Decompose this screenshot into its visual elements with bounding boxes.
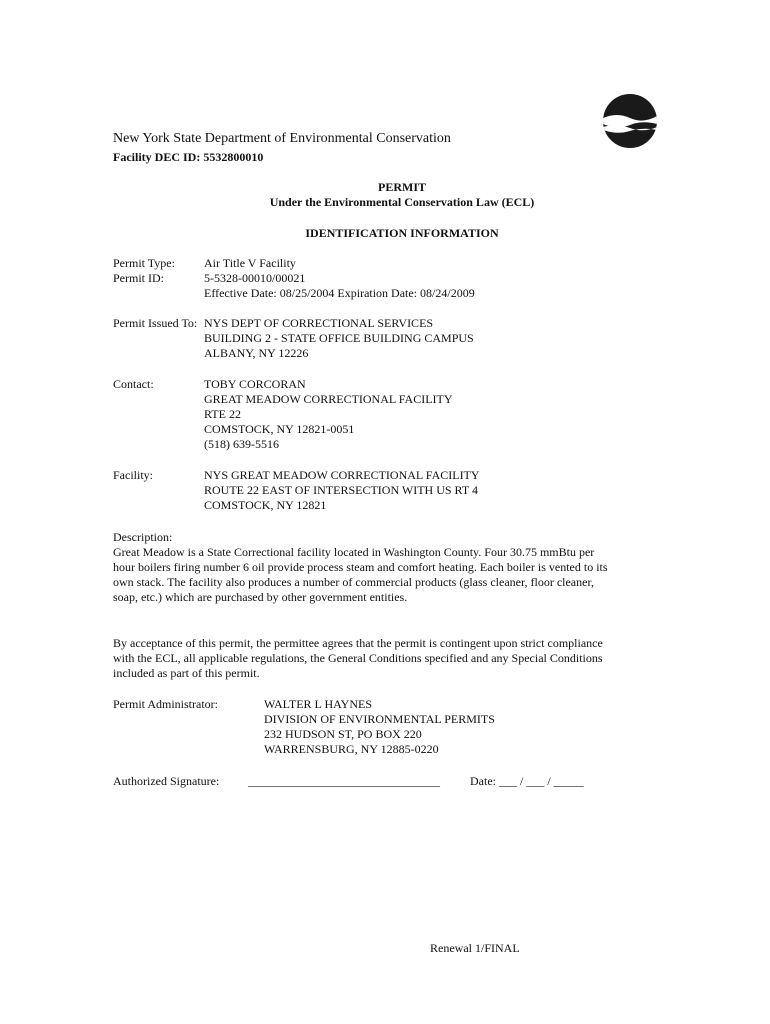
permit-title: PERMIT [378, 180, 426, 194]
acceptance-line: with the ECL, all applicable regulations, the General Conditions specified and any Special Conditions [113, 651, 603, 665]
administrator-address [264, 697, 495, 757]
contact-line: COMSTOCK, NY 12821-0051 [204, 422, 355, 436]
renewal-label: Renewal 1/FINAL [430, 941, 520, 955]
administrator-line: DIVISION OF ENVIRONMENTAL PERMITS [264, 712, 495, 726]
facility-dec-id: Facility DEC ID: 5532800010 [113, 150, 264, 164]
contact-line: TOBY CORCORAN [204, 377, 306, 391]
signature-date: Date: ___ / ___ / _____ [470, 774, 584, 788]
description-label: Description: [113, 530, 173, 544]
agency-name: New York State Department of Environmental Conservation [113, 131, 451, 146]
administrator-label: Permit Administrator: [113, 697, 218, 711]
acceptance-line: included as part of this permit. [113, 666, 260, 680]
signature-label: Authorized Signature: [113, 774, 220, 788]
permit-subtitle: Under the Environmental Conservation Law (ECL) [269, 195, 535, 209]
dec-logo-icon [603, 94, 657, 148]
contact-label: Contact: [113, 377, 154, 391]
issued-to-line: BUILDING 2 - STATE OFFICE BUILDING CAMPUS [204, 331, 474, 345]
permit-id-value: 5-5328-00010/00021 [204, 271, 306, 285]
description-line: own stack. The facility also produces a number of commercial products (glass cleaner, floor cleaner, [113, 575, 594, 589]
acceptance-line: By acceptance of this permit, the permittee agrees that the permit is contingent upon strict compliance [113, 636, 603, 650]
permit-type-value: Air Title V Facility [204, 256, 296, 270]
facility-address [204, 468, 480, 513]
permit-id-label: Permit ID: [113, 271, 164, 285]
description-line: Great Meadow is a State Correctional facility located in Washington County. Four 30.75 mmBtu per [113, 545, 595, 559]
contact-line: GREAT MEADOW CORRECTIONAL FACILITY [204, 392, 453, 406]
permit-dates: Effective Date: 08/25/2004 Expiration Date: 08/24/2009 [204, 286, 475, 300]
contact-address [204, 377, 453, 452]
administrator-line: 232 HUDSON ST, PO BOX 220 [264, 727, 422, 741]
signature-line: ________________________________ [248, 774, 440, 788]
contact-line: RTE 22 [204, 407, 241, 421]
acceptance-paragraph [113, 636, 633, 681]
issued-to-label: Permit Issued To: [113, 316, 198, 330]
facility-line: ROUTE 22 EAST OF INTERSECTION WITH US RT 4 [204, 483, 478, 497]
issued-to-line: NYS DEPT OF CORRECTIONAL SERVICES [204, 316, 434, 330]
identification-heading: IDENTIFICATION INFORMATION [305, 226, 499, 240]
contact-line: (518) 639-5516 [204, 437, 279, 451]
facility-line: NYS GREAT MEADOW CORRECTIONAL FACILITY [204, 468, 480, 482]
description-line: soap, etc.) which are purchased by other government entities. [113, 590, 408, 604]
administrator-line: WARRENSBURG, NY 12885-0220 [264, 742, 439, 756]
permit-type-label: Permit Type: [113, 256, 175, 270]
issued-to-address [204, 316, 474, 361]
facility-line: COMSTOCK, NY 12821 [204, 498, 327, 512]
description-line: hour boilers firing number 6 oil provide process steam and comfort heating. Each boiler is vented to its [113, 560, 608, 574]
administrator-line: WALTER L HAYNES [264, 697, 373, 711]
description [113, 530, 633, 605]
issued-to-line: ALBANY, NY 12226 [204, 346, 309, 360]
facility-label: Facility: [113, 468, 153, 482]
